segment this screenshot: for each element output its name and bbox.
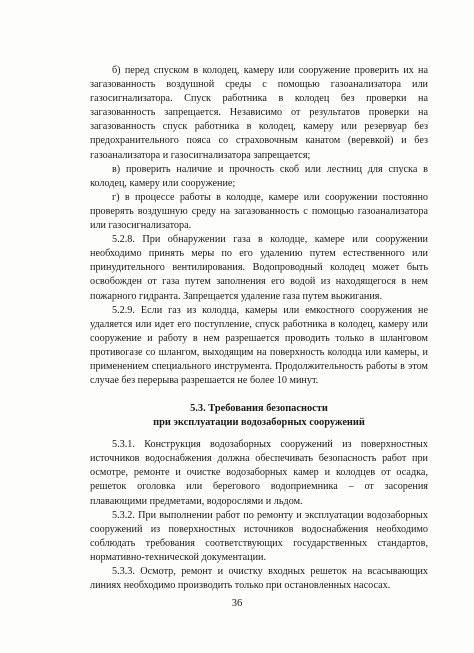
paragraph-v-check-ladders: в) проверить наличие и прочность скоб или лестниц для спуска в колодец, камеру или сооружение; — [90, 163, 428, 189]
page-content — [90, 64, 428, 593]
paragraph-5-3-2: 5.3.2. При выполнении работ по ремонту и эксплуатации водозаборных сооружений из поверхностных источников водоснабжения необходимо соблюдать требования соответствующих государственных стандартов, нормативно-технической документации. — [90, 509, 428, 563]
page-number: 36 — [231, 598, 243, 609]
paragraph-5-2-8: 5.2.8. При обнаружении газа в колодце, камере или сооружении необходимо принять меры по его удалению путем естественного или принудительного вентилирования. Водопроводный колодец может быть освобожден от газа путем заполнения его водой из находящегося в нем пожарного гидранта. Запрещается удаление газа путем выжигания. — [90, 234, 428, 302]
paragraph-b-check-gas: б) перед спуском в колодец, камеру или сооружение проверить их на загазованность воздушной среды с помощью газоанализатора или газосигнализатора. Спуск работника в колодец без проверки на загазованность запрещается. Независимо от результатов проверки на загазованность спуск работника в колодец, камеру или резервуар без предохранительного пояса со страховочным канатом (веревкой) и без газоанализатора и газосигнализатора запрещается; — [90, 65, 428, 161]
paragraph-5-3-3: 5.3.3. Осмотр, ремонт и очистку входных решеток на всасывающих линиях необходимо производить только при остановленных насосах. — [90, 566, 428, 592]
paragraph-g-monitor-air: г) в процессе работы в колодце, камере или сооружении постоянно проверять воздушную среду на загазованность с помощью газоанализатора или газосигнализатора. — [90, 191, 428, 232]
section-heading-line1: 5.3. Требования безопасности — [190, 403, 328, 415]
section-heading-5-3 — [90, 402, 428, 430]
paragraph-5-2-9: 5.2.9. Если газ из колодца, камеры или емкостного сооружения не удаляется или идет его поступление, спуск работника в колодец, камеру или сооружение и работу в нем разрешается проводить только в шланговом противогазе со шлангом, выходящим на поверхность колодца или камеры, и применением специального инструмента. Продолжительность работы в этом случае без перерыва разрешается не более 10 минут. — [90, 304, 428, 387]
section-heading-line2: при эксплуатации водозаборных сооружений — [153, 417, 365, 429]
paragraph-5-3-1: 5.3.1. Конструкция водозаборных сооружений из поверхностных источников водоснабжения должна обеспечивать безопасность работ при осмотре, ремонте и очистке водозаборных камер и колодцев от осадка, решеток оголовка или берегового водоприемника – от засорения плавающими предметами, водорослями и льдом. — [90, 439, 428, 507]
